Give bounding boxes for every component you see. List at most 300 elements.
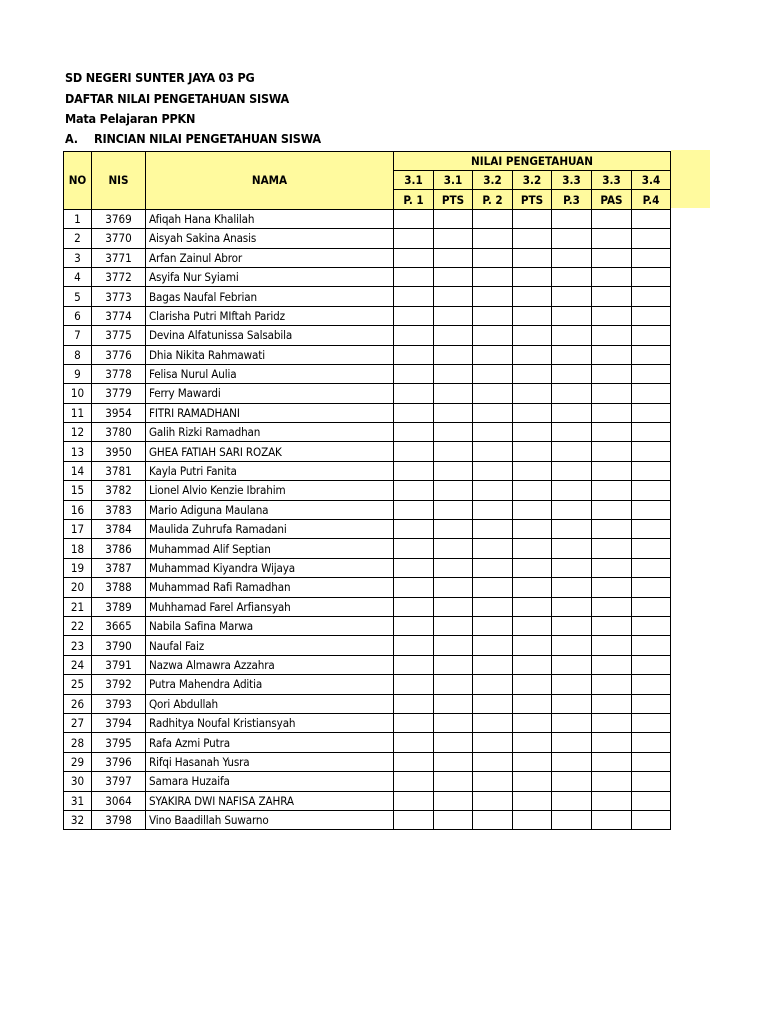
cell-score xyxy=(434,248,473,267)
cell-score xyxy=(394,345,434,364)
cell-nis: 3773 xyxy=(92,287,146,306)
cell-no: 3 xyxy=(64,248,92,267)
cell-nama: FITRI RAMADHANI xyxy=(146,403,394,422)
cell-score xyxy=(394,694,434,713)
cell-score xyxy=(513,655,552,674)
cell-nis: 3770 xyxy=(92,229,146,248)
cell-score xyxy=(513,306,552,325)
cell-score xyxy=(434,345,473,364)
cell-nis: 3665 xyxy=(92,616,146,635)
cell-score xyxy=(632,616,671,635)
cell-nis: 3792 xyxy=(92,675,146,694)
cell-score xyxy=(632,461,671,480)
table-row xyxy=(64,733,671,752)
cell-score xyxy=(434,364,473,383)
cell-score xyxy=(552,500,592,519)
cell-score xyxy=(434,713,473,732)
cell-score xyxy=(434,500,473,519)
cell-score xyxy=(394,287,434,306)
cell-nis: 3950 xyxy=(92,442,146,461)
cell-nis: 3783 xyxy=(92,500,146,519)
cell-nama: Vino Baadillah Suwarno xyxy=(146,810,394,829)
cell-no: 5 xyxy=(64,287,92,306)
cell-score xyxy=(394,442,434,461)
table-row xyxy=(64,481,671,500)
cell-score xyxy=(473,209,513,228)
cell-nama: Rifqi Hasanah Yusra xyxy=(146,752,394,771)
cell-score xyxy=(592,675,632,694)
cell-score xyxy=(552,345,592,364)
cell-score xyxy=(513,248,552,267)
cell-no: 25 xyxy=(64,675,92,694)
cell-nis: 3771 xyxy=(92,248,146,267)
cell-score xyxy=(394,248,434,267)
cell-nama: Dhia Nikita Rahmawati xyxy=(146,345,394,364)
cell-score xyxy=(592,364,632,383)
cell-no: 27 xyxy=(64,713,92,732)
cell-no: 29 xyxy=(64,752,92,771)
cell-score xyxy=(434,694,473,713)
table-row xyxy=(64,403,671,422)
cell-score xyxy=(552,326,592,345)
section-title: RINCIAN NILAI PENGETAHUAN SISWA xyxy=(94,131,321,146)
table-row xyxy=(64,578,671,597)
cell-no: 9 xyxy=(64,364,92,383)
table-row xyxy=(64,694,671,713)
cell-score xyxy=(434,326,473,345)
cell-nis: 3769 xyxy=(92,209,146,228)
cell-score xyxy=(513,558,552,577)
cell-score xyxy=(592,636,632,655)
cell-nama: Radhitya Noufal Kristiansyah xyxy=(146,713,394,732)
cell-score xyxy=(632,229,671,248)
cell-score xyxy=(434,616,473,635)
cell-score xyxy=(394,772,434,791)
cell-nis: 3064 xyxy=(92,791,146,810)
cell-nama: Aisyah Sakina Anasis xyxy=(146,229,394,248)
cell-score xyxy=(592,481,632,500)
cell-nama: Muhammad Kiyandra Wijaya xyxy=(146,558,394,577)
cell-nama: Mario Adiguna Maulana xyxy=(146,500,394,519)
cell-nama: Kayla Putri Fanita xyxy=(146,461,394,480)
cell-nama: Galih Rizki Ramadhan xyxy=(146,423,394,442)
cell-no: 23 xyxy=(64,636,92,655)
header-no: NO xyxy=(64,152,92,210)
table-row xyxy=(64,772,671,791)
cell-score xyxy=(473,772,513,791)
table-row xyxy=(64,345,671,364)
cell-nama: Asyifa Nur Syiami xyxy=(146,267,394,286)
cell-score xyxy=(394,364,434,383)
cell-score xyxy=(552,287,592,306)
table-row xyxy=(64,636,671,655)
cell-nis: 3796 xyxy=(92,752,146,771)
cell-nis: 3797 xyxy=(92,772,146,791)
header-fill-extension xyxy=(671,150,710,208)
cell-score xyxy=(473,752,513,771)
cell-nama: Lionel Alvio Kenzie Ibrahim xyxy=(146,481,394,500)
cell-score xyxy=(552,209,592,228)
cell-score xyxy=(632,364,671,383)
cell-score xyxy=(394,481,434,500)
cell-score xyxy=(592,326,632,345)
cell-nis: 3791 xyxy=(92,655,146,674)
cell-score xyxy=(513,578,552,597)
cell-score xyxy=(592,752,632,771)
cell-score xyxy=(434,481,473,500)
table-row xyxy=(64,655,671,674)
cell-score xyxy=(434,384,473,403)
cell-score xyxy=(592,209,632,228)
cell-no: 4 xyxy=(64,267,92,286)
document-title: DAFTAR NILAI PENGETAHUAN SISWA xyxy=(65,91,290,106)
cell-score xyxy=(394,520,434,539)
header-assessment: P.4 xyxy=(632,190,671,209)
cell-score xyxy=(513,403,552,422)
cell-score xyxy=(473,713,513,732)
table-row xyxy=(64,616,671,635)
cell-score xyxy=(552,655,592,674)
header-assessment: P.3 xyxy=(552,190,592,209)
table-row xyxy=(64,500,671,519)
cell-score xyxy=(552,364,592,383)
cell-score xyxy=(394,597,434,616)
cell-nama: Arfan Zainul Abror xyxy=(146,248,394,267)
cell-score xyxy=(552,733,592,752)
cell-score xyxy=(632,578,671,597)
cell-score xyxy=(513,520,552,539)
cell-no: 7 xyxy=(64,326,92,345)
header-nilai-pengetahuan: NILAI PENGETAHUAN xyxy=(394,152,671,171)
cell-no: 22 xyxy=(64,616,92,635)
table-row xyxy=(64,287,671,306)
cell-score xyxy=(592,306,632,325)
cell-score xyxy=(473,384,513,403)
header-nama: NAMA xyxy=(146,152,394,210)
table-row xyxy=(64,306,671,325)
cell-score xyxy=(513,384,552,403)
cell-score xyxy=(473,364,513,383)
cell-nis: 3779 xyxy=(92,384,146,403)
cell-nama: Muhammad Rafi Ramadhan xyxy=(146,578,394,597)
table-row xyxy=(64,209,671,228)
cell-score xyxy=(473,423,513,442)
cell-no: 10 xyxy=(64,384,92,403)
table-row xyxy=(64,539,671,558)
cell-score xyxy=(394,655,434,674)
cell-score xyxy=(394,539,434,558)
cell-nis: 3784 xyxy=(92,520,146,539)
cell-score xyxy=(473,461,513,480)
cell-score xyxy=(434,520,473,539)
cell-score xyxy=(592,423,632,442)
cell-nis: 3788 xyxy=(92,578,146,597)
cell-score xyxy=(394,423,434,442)
cell-score xyxy=(592,539,632,558)
cell-score xyxy=(513,345,552,364)
cell-no: 15 xyxy=(64,481,92,500)
school-name: SD NEGERI SUNTER JAYA 03 PG xyxy=(65,70,255,85)
table-row xyxy=(64,423,671,442)
cell-score xyxy=(473,791,513,810)
cell-score xyxy=(552,442,592,461)
cell-score xyxy=(552,229,592,248)
cell-score xyxy=(473,675,513,694)
header-kd: 3.2 xyxy=(513,171,552,190)
cell-no: 13 xyxy=(64,442,92,461)
cell-nama: Nabila Safina Marwa xyxy=(146,616,394,635)
cell-score xyxy=(513,810,552,829)
header-assessment: PAS xyxy=(592,190,632,209)
cell-score xyxy=(473,539,513,558)
cell-score xyxy=(632,791,671,810)
cell-score xyxy=(592,345,632,364)
cell-score xyxy=(513,772,552,791)
cell-score xyxy=(473,287,513,306)
cell-score xyxy=(473,733,513,752)
cell-score xyxy=(632,384,671,403)
cell-nis: 3798 xyxy=(92,810,146,829)
header-kd: 3.3 xyxy=(592,171,632,190)
cell-score xyxy=(552,423,592,442)
cell-score xyxy=(513,675,552,694)
cell-score xyxy=(632,539,671,558)
cell-score xyxy=(552,306,592,325)
section-heading xyxy=(65,131,321,146)
cell-score xyxy=(394,306,434,325)
cell-score xyxy=(592,558,632,577)
cell-score xyxy=(513,229,552,248)
cell-score xyxy=(394,461,434,480)
table-row xyxy=(64,442,671,461)
cell-score xyxy=(513,791,552,810)
cell-score xyxy=(592,248,632,267)
cell-nis: 3774 xyxy=(92,306,146,325)
cell-score xyxy=(513,616,552,635)
header-assessment: PTS xyxy=(513,190,552,209)
cell-score xyxy=(592,713,632,732)
cell-nama: Nazwa Almawra Azzahra xyxy=(146,655,394,674)
header-assessment: P. 2 xyxy=(473,190,513,209)
cell-nama: Clarisha Putri MIftah Paridz xyxy=(146,306,394,325)
cell-score xyxy=(513,364,552,383)
cell-score xyxy=(513,713,552,732)
cell-score xyxy=(513,326,552,345)
cell-score xyxy=(592,655,632,674)
cell-score xyxy=(513,267,552,286)
cell-score xyxy=(513,442,552,461)
cell-score xyxy=(632,752,671,771)
cell-score xyxy=(394,229,434,248)
cell-score xyxy=(513,752,552,771)
cell-score xyxy=(513,539,552,558)
cell-score xyxy=(592,500,632,519)
cell-score xyxy=(632,326,671,345)
cell-nama: Rafa Azmi Putra xyxy=(146,733,394,752)
cell-score xyxy=(394,558,434,577)
header-kd: 3.3 xyxy=(552,171,592,190)
cell-score xyxy=(513,694,552,713)
table-row xyxy=(64,364,671,383)
cell-score xyxy=(513,597,552,616)
cell-score xyxy=(552,539,592,558)
cell-score xyxy=(592,597,632,616)
cell-score xyxy=(632,403,671,422)
cell-score xyxy=(632,423,671,442)
cell-score xyxy=(632,287,671,306)
cell-nama: Muhhamad Farel Arfiansyah xyxy=(146,597,394,616)
cell-score xyxy=(434,229,473,248)
header-assessment: PTS xyxy=(434,190,473,209)
cell-score xyxy=(592,229,632,248)
cell-score xyxy=(552,578,592,597)
cell-score xyxy=(434,655,473,674)
cell-nama: Devina Alfatunissa Salsabila xyxy=(146,326,394,345)
cell-score xyxy=(632,267,671,286)
cell-nis: 3782 xyxy=(92,481,146,500)
cell-score xyxy=(434,675,473,694)
header-kd: 3.2 xyxy=(473,171,513,190)
cell-score xyxy=(552,694,592,713)
cell-nis: 3780 xyxy=(92,423,146,442)
cell-score xyxy=(473,694,513,713)
cell-score xyxy=(592,442,632,461)
cell-score xyxy=(513,636,552,655)
cell-no: 16 xyxy=(64,500,92,519)
header-kd: 3.1 xyxy=(394,171,434,190)
cell-nama: Maulida Zuhrufa Ramadani xyxy=(146,520,394,539)
cell-score xyxy=(473,558,513,577)
cell-score xyxy=(394,326,434,345)
cell-nama: Ferry Mawardi xyxy=(146,384,394,403)
cell-no: 18 xyxy=(64,539,92,558)
cell-score xyxy=(632,655,671,674)
cell-score xyxy=(592,520,632,539)
cell-score xyxy=(632,772,671,791)
cell-nis: 3776 xyxy=(92,345,146,364)
cell-no: 20 xyxy=(64,578,92,597)
cell-score xyxy=(513,287,552,306)
cell-score xyxy=(552,403,592,422)
cell-score xyxy=(394,500,434,519)
table-row xyxy=(64,461,671,480)
cell-score xyxy=(592,267,632,286)
cell-score xyxy=(592,791,632,810)
cell-score xyxy=(632,442,671,461)
cell-nis: 3954 xyxy=(92,403,146,422)
cell-score xyxy=(473,267,513,286)
cell-no: 19 xyxy=(64,558,92,577)
table-row xyxy=(64,520,671,539)
cell-score xyxy=(632,675,671,694)
cell-score xyxy=(473,306,513,325)
cell-score xyxy=(434,267,473,286)
cell-score xyxy=(552,636,592,655)
cell-nis: 3781 xyxy=(92,461,146,480)
table-row xyxy=(64,752,671,771)
cell-score xyxy=(552,791,592,810)
cell-no: 8 xyxy=(64,345,92,364)
table-row xyxy=(64,229,671,248)
cell-score xyxy=(632,500,671,519)
cell-score xyxy=(394,384,434,403)
cell-score xyxy=(592,810,632,829)
cell-score xyxy=(394,791,434,810)
cell-score xyxy=(552,772,592,791)
header-assessment: P. 1 xyxy=(394,190,434,209)
cell-score xyxy=(434,287,473,306)
cell-score xyxy=(552,267,592,286)
cell-score xyxy=(394,209,434,228)
cell-no: 11 xyxy=(64,403,92,422)
cell-score xyxy=(394,578,434,597)
cell-score xyxy=(434,442,473,461)
cell-nama: Naufal Faiz xyxy=(146,636,394,655)
cell-score xyxy=(632,597,671,616)
cell-nama: SYAKIRA DWI NAFISA ZAHRA xyxy=(146,791,394,810)
cell-no: 32 xyxy=(64,810,92,829)
cell-no: 26 xyxy=(64,694,92,713)
table-header xyxy=(64,152,671,210)
cell-no: 14 xyxy=(64,461,92,480)
cell-score xyxy=(592,616,632,635)
cell-no: 31 xyxy=(64,791,92,810)
cell-no: 30 xyxy=(64,772,92,791)
cell-score xyxy=(552,810,592,829)
table-row xyxy=(64,597,671,616)
cell-nis: 3795 xyxy=(92,733,146,752)
cell-nis: 3789 xyxy=(92,597,146,616)
header-kd: 3.1 xyxy=(434,171,473,190)
table-row xyxy=(64,810,671,829)
cell-score xyxy=(552,248,592,267)
cell-score xyxy=(632,481,671,500)
cell-score xyxy=(473,520,513,539)
cell-score xyxy=(552,597,592,616)
cell-score xyxy=(434,578,473,597)
cell-score xyxy=(513,461,552,480)
cell-score xyxy=(434,403,473,422)
cell-no: 2 xyxy=(64,229,92,248)
cell-score xyxy=(394,713,434,732)
cell-score xyxy=(473,403,513,422)
cell-no: 17 xyxy=(64,520,92,539)
cell-score xyxy=(434,209,473,228)
cell-score xyxy=(473,345,513,364)
cell-score xyxy=(552,481,592,500)
cell-score xyxy=(632,694,671,713)
cell-nama: Felisa Nurul Aulia xyxy=(146,364,394,383)
cell-score xyxy=(592,403,632,422)
cell-score xyxy=(473,810,513,829)
cell-score xyxy=(632,558,671,577)
cell-nama: Putra Mahendra Aditia xyxy=(146,675,394,694)
cell-score xyxy=(592,578,632,597)
table-row xyxy=(64,248,671,267)
cell-score xyxy=(513,733,552,752)
header-kd: 3.4 xyxy=(632,171,671,190)
cell-score xyxy=(552,752,592,771)
table-row xyxy=(64,713,671,732)
cell-nis: 3772 xyxy=(92,267,146,286)
cell-score xyxy=(394,810,434,829)
cell-score xyxy=(434,423,473,442)
cell-nis: 3786 xyxy=(92,539,146,558)
cell-no: 24 xyxy=(64,655,92,674)
cell-score xyxy=(513,423,552,442)
cell-score xyxy=(632,733,671,752)
cell-score xyxy=(434,752,473,771)
